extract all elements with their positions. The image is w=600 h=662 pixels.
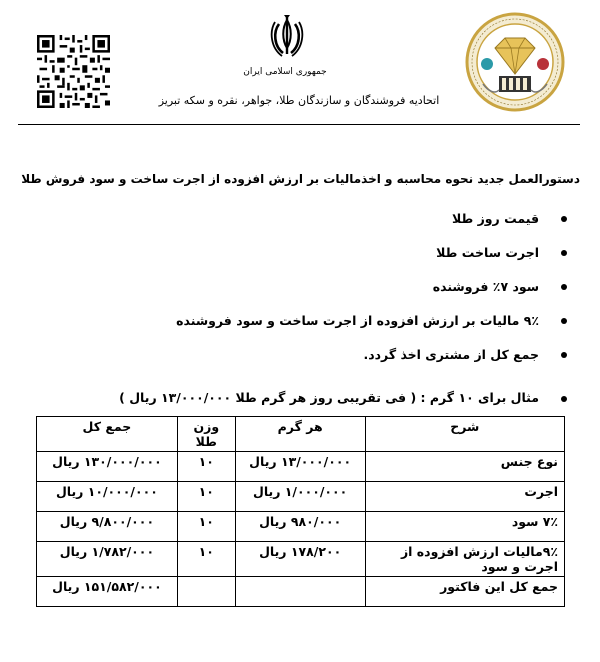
table-header-row [37,417,565,452]
cell-weight: ۱۰ [177,542,235,577]
cell-per-gram: ۹۸۰/۰۰۰ ریال [235,512,365,542]
cell-total: ۱/۷۸۲/۰۰۰ ریال [37,542,178,577]
bullet-icon [561,250,567,256]
example-line [87,390,567,405]
bullet-icon [561,352,567,358]
list-item [87,312,567,346]
cell-per-gram: ۱/۰۰۰/۰۰۰ ریال [235,482,365,512]
list-item [87,346,567,380]
iran-emblem-icon [270,14,304,60]
cell-description: ۷٪ سود [365,512,564,542]
list-item [87,244,567,278]
column-header-description: شرح [365,417,564,452]
table-row [37,452,565,482]
bullet-icon [561,318,567,324]
cell-grand-total: ۱۵۱/۵۸۲/۰۰۰ ریال [37,577,178,607]
cell-per-gram: ۱۷۸/۲۰۰ ریال [235,542,365,577]
bullet-text: ۹٪ مالیات بر ارزش افزوده از اجرت ساخت و سود فروشنده [176,313,539,328]
document-title: دستورالعمل جدید نحوه محاسبه و اخذمالیات بر ارزش افزوده از اجرت ساخت و سود فروش طلا [21,172,580,186]
header-republic-text: جمهوری اسلامی ایران [243,67,327,77]
cell-empty [235,577,365,607]
bullet-icon [561,284,567,290]
bullet-text: قیمت روز طلا [451,211,539,226]
cell-total: ۱۰/۰۰۰/۰۰۰ ریال [37,482,178,512]
bullet-icon [561,396,567,402]
table-row [37,512,565,542]
table-row [37,542,565,577]
cell-weight: ۱۰ [177,512,235,542]
bullet-text: جمع کل از مشتری اخذ گردد. [363,347,539,362]
qr-code-icon [37,35,110,108]
cell-empty [177,577,235,607]
example-text: مثال برای ۱۰ گرم : ( فی تقریبی روز هر گرم طلا ۱۳/۰۰۰/۰۰۰ ریال ) [119,390,539,405]
header-union-text: اتحادیه فروشندگان و سازندگان طلا، جواهر، نقره و سکه تبریز [158,94,440,107]
calculation-table [36,416,565,607]
bullet-list [87,210,567,380]
bullet-text: اجرت ساخت طلا [436,245,539,260]
column-header-per-gram: هر گرم [235,417,365,452]
cell-description: نوع جنس [365,452,564,482]
cell-total-label: جمع کل این فاکتور [365,577,564,607]
union-seal-logo [465,12,565,112]
cell-weight: ۱۰ [177,452,235,482]
cell-description: اجرت [365,482,564,512]
cell-per-gram: ۱۳/۰۰۰/۰۰۰ ریال [235,452,365,482]
cell-description: ۹٪مالیات ارزش افزوده از اجرت و سود [365,542,564,577]
bullet-text: سود ۷٪ فروشنده [432,279,539,294]
bullet-icon [561,216,567,222]
table-total-row [37,577,565,607]
list-item [87,210,567,244]
column-header-total: جمع کل [37,417,178,452]
table-row [37,482,565,512]
cell-total: ۱۳۰/۰۰۰/۰۰۰ ریال [37,452,178,482]
header-divider [18,124,580,125]
cell-total: ۹/۸۰۰/۰۰۰ ریال [37,512,178,542]
column-header-weight: وزن طلا [177,417,235,452]
cell-weight: ۱۰ [177,482,235,512]
list-item [87,278,567,312]
